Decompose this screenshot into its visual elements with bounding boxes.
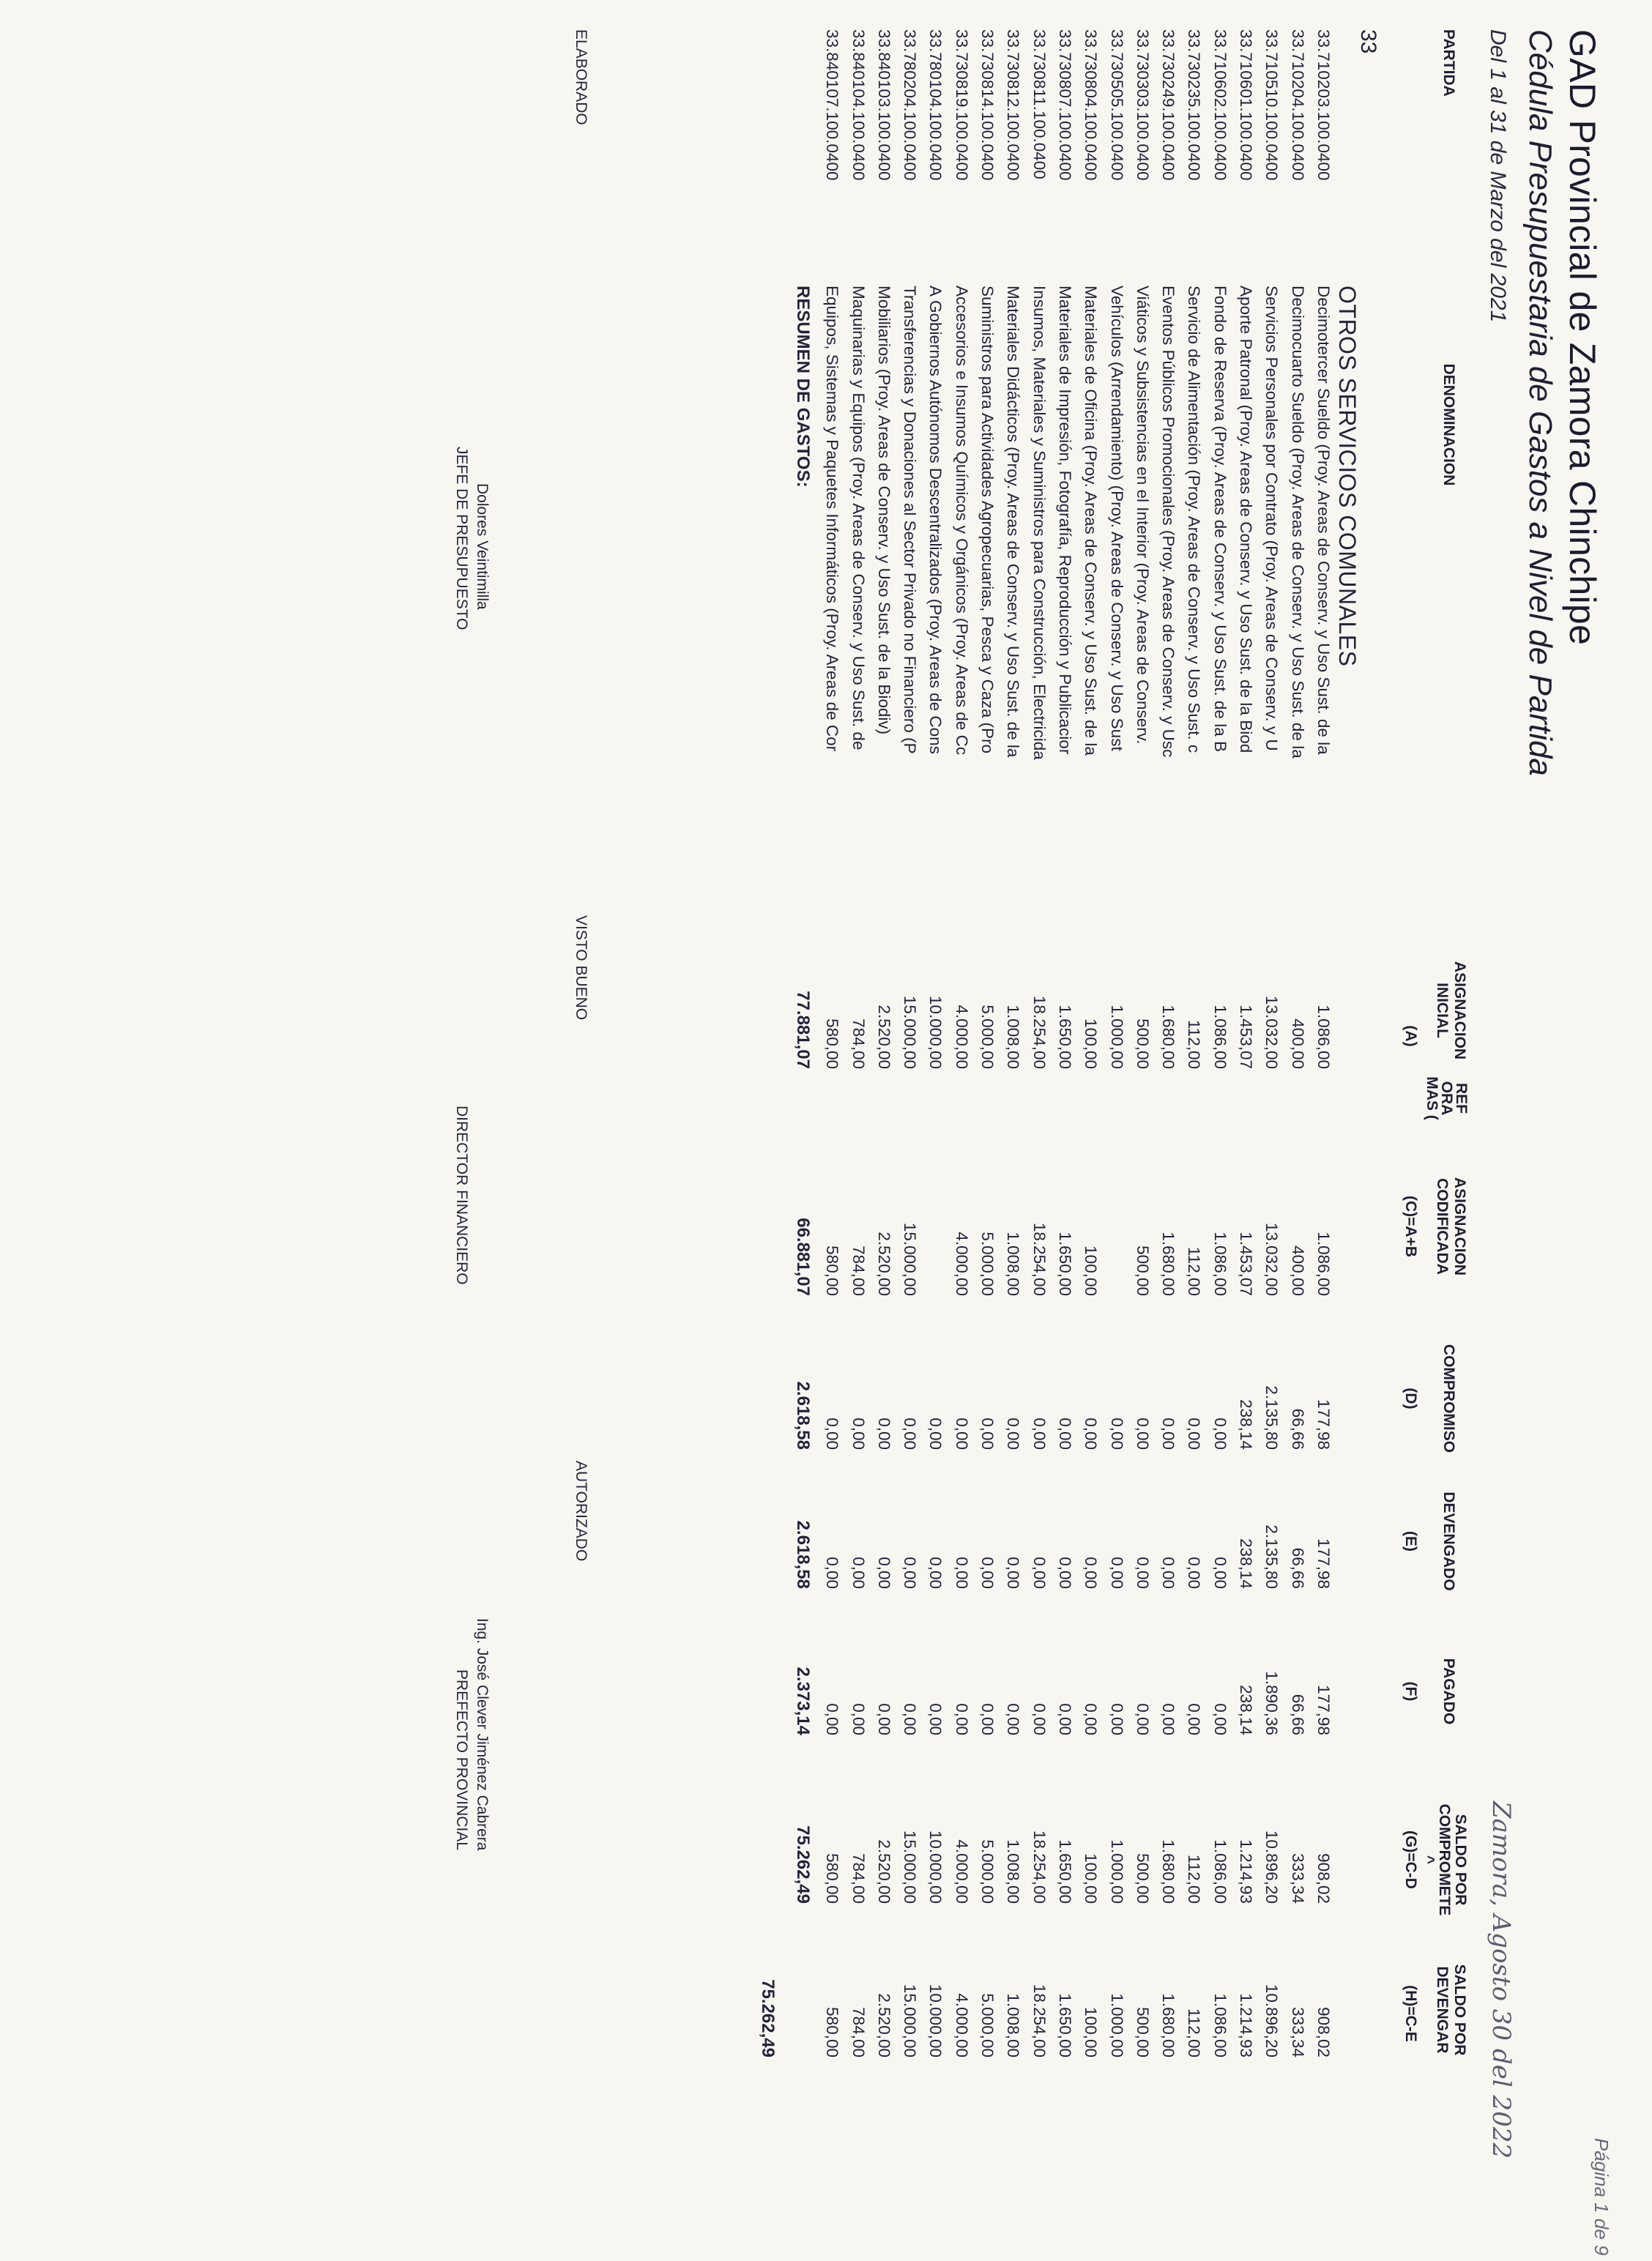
cell-pagado: 66,66 xyxy=(1288,1694,1307,1735)
total-compromiso: 2.618,58 xyxy=(793,1381,813,1450)
table-row xyxy=(842,29,868,2226)
table-row xyxy=(1152,29,1177,2226)
cell-asignacion-inicial: 112,00 xyxy=(1185,1019,1204,1069)
cell-saldo-devengar: 1.214,93 xyxy=(1237,1993,1256,2057)
cell-asignacion-codificada: 2.520,00 xyxy=(874,1232,893,1296)
cell-saldo-devengar: 784,00 xyxy=(849,2007,868,2057)
cell-asignacion-inicial: 1.000,00 xyxy=(1107,1005,1126,1069)
cell-asignacion-inicial: 784,00 xyxy=(849,1018,868,1069)
cell-partida-code: 33.730811.100.0400 xyxy=(1030,29,1049,179)
cell-asignacion-inicial: 1.008,00 xyxy=(1004,1005,1023,1069)
cell-denominacion: Transferencias y Donaciones al Sector Privado no Financiero (P xyxy=(901,286,920,754)
signer-prefecto-name: Ing. José Clever Jiménez Cabrera xyxy=(474,1618,491,1851)
cell-compromiso: 0,00 xyxy=(1004,1418,1023,1450)
cell-devengado: 0,00 xyxy=(952,1557,971,1589)
cell-compromiso: 0,00 xyxy=(1056,1418,1074,1450)
cell-asignacion-codificada: 580,00 xyxy=(823,1245,842,1296)
cell-saldo-comprometer: 1.680,00 xyxy=(1159,1839,1178,1904)
col-code-h: (H)=C-E xyxy=(1402,1985,1419,2042)
page-number: Página 1 de 9 xyxy=(1590,2138,1612,2256)
cell-compromiso: 0,00 xyxy=(1159,1418,1178,1450)
cell-saldo-comprometer: 784,00 xyxy=(849,1853,868,1904)
cell-asignacion-codificada: 784,00 xyxy=(849,1245,868,1296)
cell-saldo-devengar: 10.896,20 xyxy=(1262,1984,1281,2057)
table-row xyxy=(945,29,971,2226)
cell-saldo-devengar: 5.000,00 xyxy=(978,1993,997,2057)
cell-denominacion: Accesorios e Insumos Químicos y Orgánicos (Proy. Areas de Cc xyxy=(952,286,971,756)
col-code-c: (C)=A+B xyxy=(1402,1195,1419,1257)
cell-saldo-devengar: 580,00 xyxy=(823,2007,842,2057)
cell-devengado: 0,00 xyxy=(1004,1557,1023,1589)
cell-partida-code: 33.730303.100.0400 xyxy=(1133,29,1152,181)
cell-devengado: 0,00 xyxy=(874,1557,893,1589)
cell-denominacion: Eventos Públicos Promocionales (Proy. Areas de Conserv. y Usc xyxy=(1159,286,1178,758)
cell-asignacion-inicial: 10.000,00 xyxy=(926,995,945,1069)
cell-asignacion-inicial: 2.520,00 xyxy=(874,1005,893,1069)
label-elaborado: ELABORADO xyxy=(573,29,589,125)
cell-asignacion-codificada: 500,00 xyxy=(1133,1245,1152,1296)
cell-devengado: 0,00 xyxy=(1030,1557,1049,1589)
cell-compromiso: 0,00 xyxy=(1210,1418,1229,1450)
cell-saldo-comprometer: 500,00 xyxy=(1133,1853,1152,1904)
report-period: Del 1 al 31 de Marzo del 2021 xyxy=(1486,29,1510,323)
cell-pagado: 0,00 xyxy=(1030,1703,1049,1735)
total-saldo-comprometer: 75.262,49 xyxy=(793,1825,813,1904)
cell-asignacion-codificada: 5.000,00 xyxy=(978,1232,997,1296)
total-asignacion-inicial: 77.881,07 xyxy=(793,991,813,1069)
cell-compromiso: 0,00 xyxy=(874,1418,893,1450)
cell-saldo-comprometer: 10.000,00 xyxy=(926,1830,945,1904)
cell-saldo-comprometer: 100,00 xyxy=(1082,1853,1101,1904)
col-header-saldo-devengar: SALDO POR DEVENGAR xyxy=(1434,1964,1468,2056)
cell-asignacion-codificada: 112,00 xyxy=(1185,1246,1204,1296)
cell-saldo-devengar: 333,34 xyxy=(1288,2007,1307,2057)
cell-saldo-devengar: 18.254,00 xyxy=(1030,1984,1049,2057)
cell-devengado: 0,00 xyxy=(1107,1557,1126,1589)
table-row xyxy=(1049,29,1074,2226)
cell-compromiso: 238,14 xyxy=(1237,1399,1256,1450)
cell-asignacion-codificada: 1.650,00 xyxy=(1056,1232,1074,1296)
cell-compromiso: 0,00 xyxy=(1082,1418,1101,1450)
cell-compromiso: 0,00 xyxy=(1133,1418,1152,1450)
cell-partida-code: 33.730505.100.0400 xyxy=(1107,29,1126,181)
cell-saldo-comprometer: 1.086,00 xyxy=(1210,1839,1229,1904)
cell-saldo-comprometer: 1.000,00 xyxy=(1107,1839,1126,1904)
cell-saldo-comprometer: 15.000,00 xyxy=(901,1830,920,1904)
signer-jefe-name: Dolores Veintimilla xyxy=(474,483,491,610)
col-header-denominacion: DENOMINACION xyxy=(1440,363,1457,486)
cell-saldo-devengar: 112,00 xyxy=(1185,2008,1204,2057)
table-row xyxy=(1178,29,1204,2226)
cell-partida-code: 33.710602.100.0400 xyxy=(1210,29,1229,181)
cell-denominacion: Materiales de Impresión, Fotografía, Reproducción y Publicacior xyxy=(1056,286,1074,755)
cell-asignacion-inicial: 4.000,00 xyxy=(952,1005,971,1069)
cell-partida-code: 33.730812.100.0400 xyxy=(1004,29,1023,181)
cell-saldo-devengar: 1.680,00 xyxy=(1159,1993,1178,2057)
cell-partida-code: 33.730249.100.0400 xyxy=(1159,29,1178,181)
cell-saldo-comprometer: 333,34 xyxy=(1288,1853,1307,1904)
cell-denominacion: Suministros para Actividades Agropecuarias, Pesca y Caza (Pro xyxy=(978,286,997,754)
label-autorizado: AUTORIZADO xyxy=(573,1461,589,1562)
report-title: Cédula Presupuestaria de Gastos a Nivel de Partida xyxy=(1522,29,1558,776)
signer-prefecto-title: PREFECTO PROVINCIAL xyxy=(453,1669,470,1850)
cell-pagado: 0,00 xyxy=(1004,1703,1023,1735)
cell-pagado: 0,00 xyxy=(952,1703,971,1735)
cell-saldo-devengar: 1.650,00 xyxy=(1056,1993,1074,2057)
cell-denominacion: Materiales Didácticos (Proy. Areas de Conserv. y Uso Sust. de la xyxy=(1004,286,1023,758)
totals-row xyxy=(758,29,813,2226)
cell-asignacion-codificada: 18.254,00 xyxy=(1030,1222,1049,1296)
cell-compromiso: 0,00 xyxy=(1185,1418,1204,1450)
cell-devengado: 0,00 xyxy=(926,1557,945,1589)
cell-denominacion: Materiales de Oficina (Proy. Areas de Conserv. y Uso Sust. de la xyxy=(1082,286,1101,756)
cell-pagado: 0,00 xyxy=(1082,1703,1101,1735)
cell-denominacion: Fondo de Reserva (Proy. Areas de Conserv. y Uso Sust. de la B xyxy=(1210,286,1229,752)
cell-denominacion: Servicio de Alimentación (Proy. Areas de Conserv. y Uso Sust. c xyxy=(1185,286,1204,753)
cell-pagado: 238,14 xyxy=(1237,1685,1256,1735)
cell-asignacion-codificada: 1.453,07 xyxy=(1237,1232,1256,1296)
cell-devengado: 0,00 xyxy=(978,1557,997,1589)
cell-saldo-comprometer: 4.000,00 xyxy=(952,1839,971,1904)
rotated-report-sheet xyxy=(51,29,1612,2256)
cell-saldo-comprometer: 18.254,00 xyxy=(1030,1830,1049,1904)
cell-compromiso: 0,00 xyxy=(1107,1418,1126,1450)
cell-denominacion: Mobiliarios (Proy. Areas de Conserv. y Uso Sust. de la Biodiv) xyxy=(874,286,893,735)
cell-saldo-comprometer: 1.214,93 xyxy=(1237,1839,1256,1904)
cell-asignacion-inicial: 1.086,00 xyxy=(1210,1005,1229,1069)
cell-compromiso: 0,00 xyxy=(926,1418,945,1450)
total-devengado: 2.618,58 xyxy=(793,1520,813,1589)
signer-director-title: DIRECTOR FINANCIERO xyxy=(453,1106,470,1285)
total-saldo-devengar: 75.262,49 xyxy=(758,1979,778,2057)
cell-devengado: 0,00 xyxy=(1210,1557,1229,1589)
cell-denominacion: A Gobiernos Autónomos Descentralizados (Proy. Areas de Cons xyxy=(926,286,945,754)
cell-devengado: 0,00 xyxy=(1082,1557,1101,1589)
cell-saldo-comprometer: 2.520,00 xyxy=(874,1839,893,1904)
place-date: Zamora, Agosto 30 del 2022 xyxy=(1487,1801,1516,2159)
col-code-d: (D) xyxy=(1402,1387,1419,1409)
cell-pagado: 177,98 xyxy=(1314,1685,1333,1735)
cell-asignacion-codificada: 1.086,00 xyxy=(1210,1232,1229,1296)
cell-denominacion: Decimotercer Sueldo (Proy. Areas de Conserv. y Uso Sust. de la xyxy=(1314,286,1333,755)
table-row xyxy=(1126,29,1152,2226)
label-visto-bueno: VISTO BUENO xyxy=(573,915,589,1021)
col-header-pagado: PAGADO xyxy=(1440,1658,1457,1725)
cell-pagado: 1.890,36 xyxy=(1262,1671,1281,1735)
table-row xyxy=(1307,29,1333,2226)
budget-table-body xyxy=(784,29,1333,2226)
cell-denominacion: Viáticos y Subsistencias en el Interior (Proy. Areas de Conserv. xyxy=(1133,286,1152,745)
cell-asignacion-inicial: 18.254,00 xyxy=(1030,995,1049,1069)
cell-asignacion-codificada: 15.000,00 xyxy=(901,1222,920,1296)
table-row xyxy=(920,29,945,2226)
cell-pagado: 0,00 xyxy=(823,1703,842,1735)
cell-devengado: 0,00 xyxy=(849,1557,868,1589)
cell-compromiso: 0,00 xyxy=(849,1418,868,1450)
cell-pagado: 0,00 xyxy=(978,1703,997,1735)
cell-pagado: 0,00 xyxy=(1056,1703,1074,1735)
cell-partida-code: 33.730814.100.0400 xyxy=(978,29,997,181)
cell-saldo-devengar: 10.000,00 xyxy=(926,1984,945,2057)
cell-saldo-devengar: 2.520,00 xyxy=(874,1993,893,2057)
cell-compromiso: 0,00 xyxy=(978,1418,997,1450)
col-header-saldo-comprometer: SALDO POR COMPROMETE ^ xyxy=(1420,1803,1469,1916)
cell-asignacion-inicial: 1.650,00 xyxy=(1056,1005,1074,1069)
cell-partida-code: 33.710601.100.0400 xyxy=(1237,29,1256,181)
cell-devengado: 238,14 xyxy=(1237,1538,1256,1589)
col-code-e: (E) xyxy=(1402,1531,1419,1552)
table-row xyxy=(1204,29,1229,2226)
cell-saldo-devengar: 500,00 xyxy=(1133,2007,1152,2057)
cell-pagado: 0,00 xyxy=(874,1703,893,1735)
cell-partida-code: 33.730807.100.0400 xyxy=(1056,29,1074,181)
cell-saldo-devengar: 1.000,00 xyxy=(1107,1993,1126,2057)
cell-saldo-devengar: 15.000,00 xyxy=(901,1984,920,2057)
cell-pagado: 0,00 xyxy=(1133,1703,1152,1735)
cell-pagado: 0,00 xyxy=(1159,1703,1178,1735)
cell-asignacion-inicial: 580,00 xyxy=(823,1018,842,1069)
col-code-g: (G)=C-D xyxy=(1402,1830,1419,1889)
cell-partida-code: 33.840104.100.0400 xyxy=(849,29,868,181)
cell-saldo-devengar: 1.086,00 xyxy=(1210,1993,1229,2057)
cell-devengado: 0,00 xyxy=(1133,1557,1152,1589)
cell-saldo-comprometer: 580,00 xyxy=(823,1853,842,1904)
cell-pagado: 0,00 xyxy=(1107,1703,1126,1735)
totals-label: RESUMEN DE GASTOS: xyxy=(793,286,813,488)
cell-saldo-devengar: 908,02 xyxy=(1314,2007,1333,2057)
cell-saldo-comprometer: 1.650,00 xyxy=(1056,1839,1074,1904)
cell-asignacion-codificada: 13.032,00 xyxy=(1262,1222,1281,1296)
table-row xyxy=(1101,29,1126,2226)
cell-denominacion: Maquinarias y Equipos (Proy. Areas de Conserv. y Uso Sust. de xyxy=(849,286,868,750)
cell-saldo-comprometer: 10.896,20 xyxy=(1262,1830,1281,1904)
col-header-partida: PARTIDA xyxy=(1440,29,1457,97)
cell-compromiso: 66,66 xyxy=(1288,1408,1307,1450)
table-row xyxy=(1255,29,1281,2226)
total-pagado: 2.373,14 xyxy=(793,1666,813,1735)
cell-denominacion: Aporte Patronal (Proy. Areas de Conserv. y Uso Sust. de la Biod xyxy=(1237,286,1256,753)
cell-devengado: 0,00 xyxy=(823,1557,842,1589)
col-code-a: (A) xyxy=(1402,1025,1419,1047)
cell-saldo-devengar: 100,00 xyxy=(1082,2007,1101,2057)
col-header-devengado: DEVENGADO xyxy=(1440,1491,1457,1591)
cell-asignacion-codificada: 1.086,00 xyxy=(1314,1232,1333,1296)
cell-partida-code: 33.730819.100.0400 xyxy=(952,29,971,181)
table-row xyxy=(893,29,919,2226)
total-asignacion-codificada: 66.881,07 xyxy=(793,1218,813,1296)
cell-asignacion-inicial: 1.453,07 xyxy=(1237,1005,1256,1069)
cell-asignacion-codificada: 4.000,00 xyxy=(952,1232,971,1296)
cell-denominacion: Equipos, Sistemas y Paquetes Informáticos (Proy. Areas de Cor xyxy=(823,286,842,752)
cell-partida-code: 33.710204.100.0400 xyxy=(1288,29,1307,181)
org-title: GAD Provincial de Zamora Chinchipe xyxy=(1562,29,1603,646)
cell-saldo-devengar: 4.000,00 xyxy=(952,1993,971,2057)
cell-asignacion-inicial: 1.086,00 xyxy=(1314,1005,1333,1069)
cell-asignacion-inicial: 5.000,00 xyxy=(978,1005,997,1069)
cell-devengado: 0,00 xyxy=(1159,1557,1178,1589)
section-number: 33 xyxy=(1356,29,1380,54)
cell-asignacion-inicial: 15.000,00 xyxy=(901,995,920,1069)
cell-asignacion-inicial: 500,00 xyxy=(1133,1018,1152,1069)
cell-compromiso: 0,00 xyxy=(952,1418,971,1450)
cell-devengado: 0,00 xyxy=(1185,1557,1204,1589)
cell-asignacion-codificada: 100,00 xyxy=(1082,1245,1101,1296)
cell-compromiso: 0,00 xyxy=(901,1418,920,1450)
table-row xyxy=(868,29,893,2226)
table-row xyxy=(971,29,997,2226)
cell-asignacion-inicial: 1.680,00 xyxy=(1159,1005,1178,1069)
cell-partida-code: 33.840103.100.0400 xyxy=(874,29,893,181)
cell-asignacion-inicial: 13.032,00 xyxy=(1262,995,1281,1069)
cell-asignacion-codificada: 1.008,00 xyxy=(1004,1232,1023,1296)
cell-partida-code: 33.730804.100.0400 xyxy=(1082,29,1101,181)
cell-devengado: 0,00 xyxy=(1056,1557,1074,1589)
cell-saldo-comprometer: 112,00 xyxy=(1185,1854,1204,1904)
cell-partida-code: 33.780104.100.0400 xyxy=(926,29,945,181)
col-header-reforma: REF ORA MAS ( xyxy=(1424,1076,1470,1120)
cell-pagado: 0,00 xyxy=(901,1703,920,1735)
cell-asignacion-inicial: 100,00 xyxy=(1082,1018,1101,1069)
cell-denominacion: Servicios Personales por Contrato (Proy. Areas de Conserv. y U xyxy=(1262,286,1281,751)
cell-denominacion: Decimocuarto Sueldo (Proy. Areas de Conserv. y Uso Sust. de la xyxy=(1288,286,1307,759)
signer-jefe-title: JEFE DE PRESUPUESTO xyxy=(453,447,470,630)
table-row xyxy=(1074,29,1100,2226)
cell-pagado: 0,00 xyxy=(926,1703,945,1735)
cell-partida-code: 33.840107.100.0400 xyxy=(823,29,842,181)
cell-devengado: 0,00 xyxy=(901,1557,920,1589)
col-header-compromiso: COMPROMISO xyxy=(1440,1344,1457,1453)
cell-saldo-comprometer: 5.000,00 xyxy=(978,1839,997,1904)
table-row xyxy=(1229,29,1255,2226)
cell-compromiso: 2.135,80 xyxy=(1262,1385,1281,1450)
cell-partida-code: 33.710203.100.0400 xyxy=(1314,29,1333,181)
cell-asignacion-codificada: 1.680,00 xyxy=(1159,1232,1178,1296)
cell-saldo-devengar: 1.008,00 xyxy=(1004,1993,1023,2057)
table-row xyxy=(997,29,1022,2226)
col-header-asignacion-codificada: ASIGNACION CODIFICADA xyxy=(1434,1177,1468,1276)
table-row xyxy=(1023,29,1049,2226)
cell-denominacion: Insumos, Materiales y Suministros para Construcción, Electricida xyxy=(1030,286,1049,760)
cell-saldo-comprometer: 1.008,00 xyxy=(1004,1839,1023,1904)
cell-asignacion-codificada: 400,00 xyxy=(1288,1245,1307,1296)
cell-saldo-comprometer: 908,02 xyxy=(1314,1853,1333,1904)
table-row xyxy=(1281,29,1307,2226)
cell-compromiso: 0,00 xyxy=(1030,1418,1049,1450)
cell-pagado: 0,00 xyxy=(1185,1703,1204,1735)
col-code-f: (F) xyxy=(1402,1681,1419,1702)
cell-pagado: 0,00 xyxy=(849,1703,868,1735)
section-name: OTROS SERVICIOS COMUNALES xyxy=(1334,286,1361,667)
table-row xyxy=(816,29,841,2226)
col-header-asignacion-inicial: ASIGNACION INICIAL xyxy=(1434,961,1468,1060)
cell-asignacion-inicial: 400,00 xyxy=(1288,1018,1307,1069)
cell-denominacion: Vehículos (Arrendamiento) (Proy. Areas de Conserv. y Uso Sust xyxy=(1107,286,1126,751)
cell-partida-code: 33.710510.100.0400 xyxy=(1262,29,1281,181)
cell-devengado: 2.135,80 xyxy=(1262,1524,1281,1589)
cell-devengado: 177,98 xyxy=(1314,1538,1333,1589)
cell-partida-code: 33.780204.100.0400 xyxy=(901,29,920,181)
cell-devengado: 66,66 xyxy=(1288,1547,1307,1589)
cell-compromiso: 0,00 xyxy=(823,1418,842,1450)
cell-pagado: 0,00 xyxy=(1210,1703,1229,1735)
cell-partida-code: 33.730235.100.0400 xyxy=(1185,29,1204,181)
cell-compromiso: 177,98 xyxy=(1314,1399,1333,1450)
